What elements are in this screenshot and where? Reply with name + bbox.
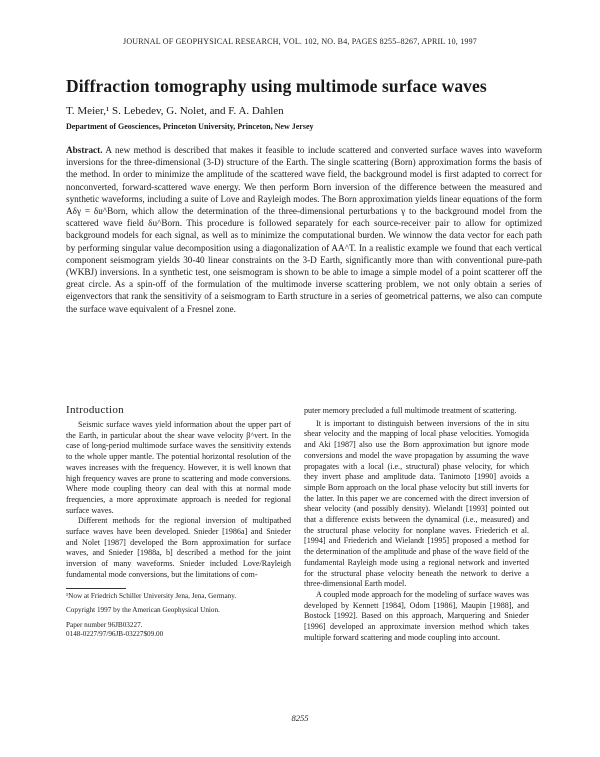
intro-paragraph-1: Seismic surface waves yield information about the upper part of the Earth, in particular about the shear wave velocity β^vert. In the case of long-period multimode surface waves the sensitivity extends to the whole upper mantle. The potential horizontal resolution of the waves increases with the frequency. However, it is well known that high frequency waves are prone to scattering and mode conversions. Where mode coupling theory can deal with this at normal mode frequencies, a more approximate approach is needed for regional surface waves.	[66, 420, 291, 515]
right-column	[304, 406, 529, 643]
paper-title: Diffraction tomography using multimode surface waves	[66, 76, 487, 96]
abstract-label: Abstract.	[66, 145, 103, 155]
affiliation: Department of Geosciences, Princeton University, Princeton, New Jersey	[66, 122, 314, 131]
section-heading-introduction: Introduction	[66, 404, 124, 416]
intro-paragraph-2: Different methods for the regional inversion of multipathed surface waves have been developed. Snieder [1986a] and Snieder and Nolet [1987] developed the Born approximation for surface waves, and Snieder [1988a, b] described a method for the joint inversion of many waveforms. Snieder included Love/Rayleigh fundamental mode conversions, but the limitations of com-	[66, 516, 291, 579]
footnotes	[66, 592, 291, 645]
footnote-affiliation: ¹Now at Friedrich Schiller University Jena, Jena, Germany.	[66, 592, 237, 600]
copyright-notice: Copyright 1997 by the American Geophysical Union.	[66, 606, 220, 615]
journal-header: JOURNAL OF GEOPHYSICAL RESEARCH, VOL. 102, NO. B4, PAGES 8255–8267, APRIL 10, 1997	[123, 37, 477, 46]
issn-line: 0148-0227/97/96JB-03227$09.00	[66, 630, 164, 639]
page-number: 8255	[291, 713, 309, 723]
author-list: T. Meier,¹ S. Lebedev, G. Nolet, and F. A. Dahlen	[66, 105, 284, 117]
intro-paragraph-4: It is important to distinguish between inversions of the in situ shear velocity and the mapping of local phase velocities. Yomogida and Aki [1987] also use the Born approximation but ignore mode conversions and model the wave propagation by assuming the wave propagates with a local (i.e., structural) phase velocity, for which they invert phase and amplitude data. Tanimoto [1990] avoids a simple Born approach on the local phase velocity but still inverts for the latter. In this paper we are concerned with the direct inversion of shear velocity (and possibly density). Wielandt [1993] pointed out that a difference exists between the dynamical (i.e., measured) and the structural phase velocity for nonplane waves. Friederich et al. [1994] and Friederich and Wielandt [1995] proposed a method for the determination of the amplitude and phase of the wave field of the fundamental Rayleigh mode using a regional network and inverted for the structural phase velocity beneath the network to derive a three-dimensional Earth model.	[304, 418, 529, 589]
abstract	[66, 144, 542, 315]
intro-paragraph-5: A coupled mode approach for the modeling of surface waves was developed by Kennett [1984], Odom [1986], Maupin [1988], and Bostock [1992]. Based on this approach, Marquering and Snieder [1996] developed an approximate inversion method which takes multiple forward scattering and mode coupling into account.	[304, 589, 529, 642]
footnote-divider	[66, 588, 126, 589]
intro-paragraph-3: puter memory precluded a full multimode treatment of scattering.	[304, 406, 517, 415]
left-column	[66, 420, 291, 581]
paper-number: Paper number 96JB03227.	[66, 620, 143, 629]
abstract-text: A new method is described that makes it feasible to include scattered and converted surface waves into waveform inversions for the three-dimensional (3-D) structure of the Earth. The single scattering (Born) approximation forms the basis of the method. In order to minimize the amplitude of the scattered wave field, the background model is first adapted to correct for nonconverted, forward-scattered wave energy. We then perform Born inversion of the difference between the measured and synthetic waveforms, including a suite of Love and Rayleigh modes. The Born approximation yields linear equations of the form Aδγ = δu^Born, which allow the determination of the three-dimensional perturbations γ to the background model from the scattered wave field δu^Born. This procedure is followed separately for each source-receiver pair to allow for optimized background models for each signal, as well as to minimize the computational burden. We winnow the data vector for each path by performing singular value decomposition using a diagonalization of AA^T. In a realistic example we found that each vertical component seismogram yields 30-40 linear constraints on the 3-D Earth, significantly more than with conventional pure-path (WKBJ) inversions. In a synthetic test, one seismogram is shown to be able to image a simple model of a point scatterer off the great circle. As a spin-off of the formulation of the multimode inverse scattering problem, we not only obtain a series of eigenvectors that rank the sensitivity of a seismogram to Earth structure in a series of geometrical patterns, we also can compute the surface wave equivalent of a Fresnel zone.	[66, 145, 542, 314]
